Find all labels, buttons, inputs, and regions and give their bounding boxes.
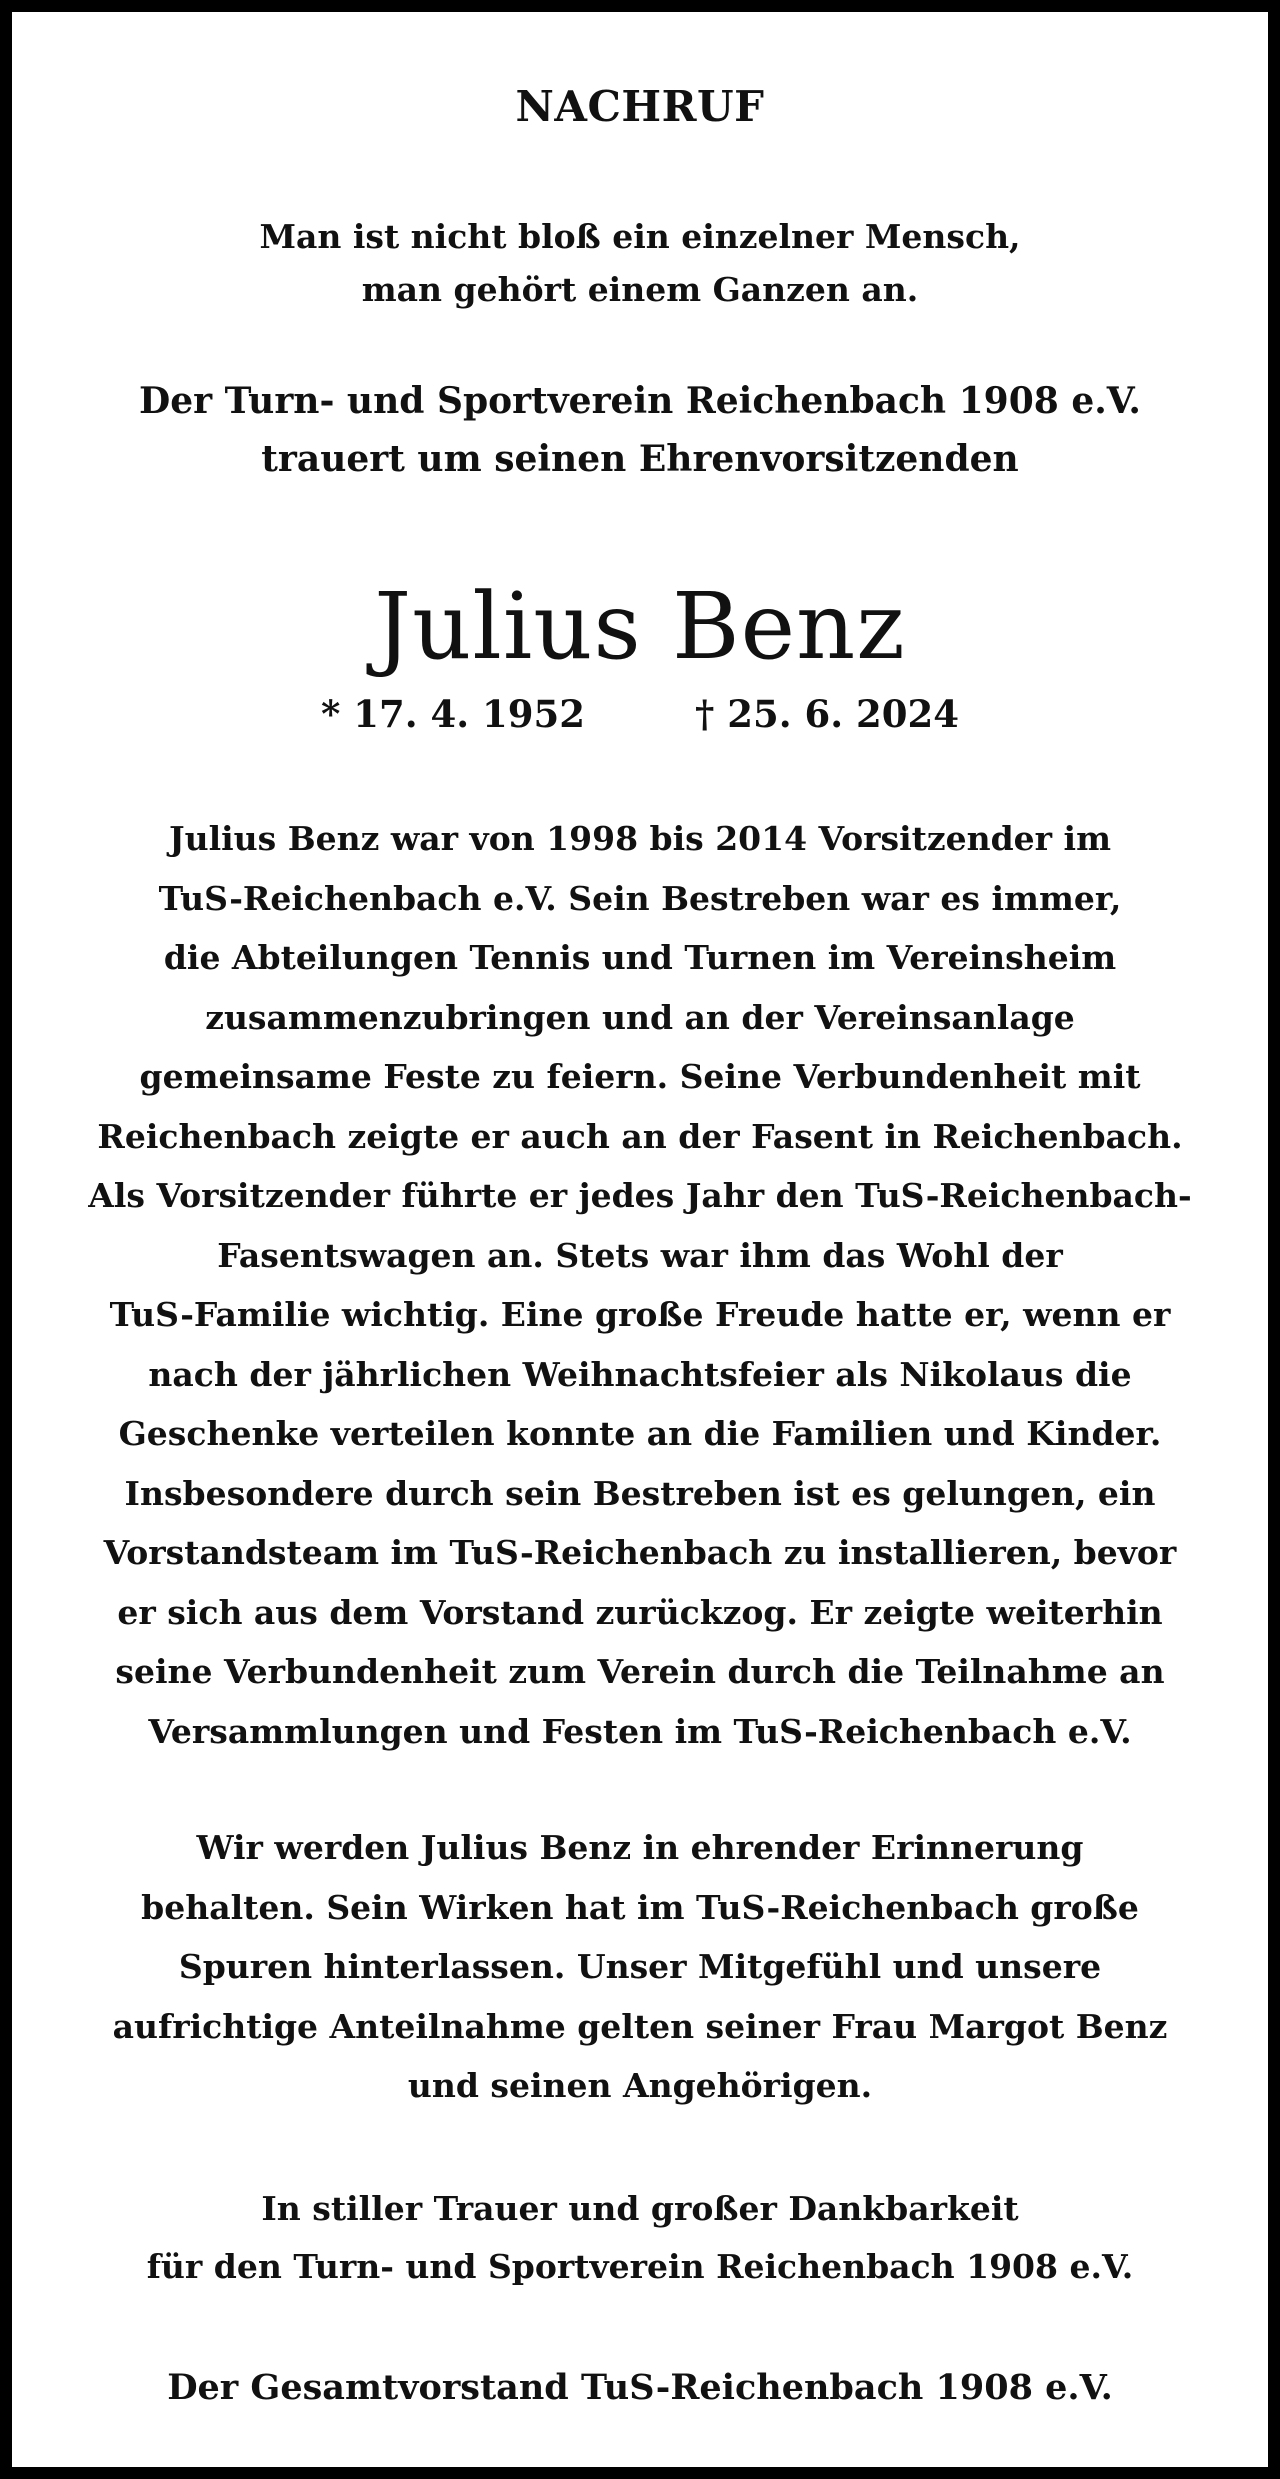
birth-date: * 17. 4. 1952 (321, 692, 585, 736)
paragraph-line: behalten. Sein Wirken hat im TuS-Reichenbach große (141, 1887, 1139, 1927)
paragraph-line: gemeinsame Feste zu feiern. Seine Verbundenheit mit (139, 1057, 1141, 1096)
closing-line: für den Turn- und Sportverein Reichenbach 1908 e.V. (146, 2247, 1134, 2286)
paragraph-line: und seinen Angehörigen. (407, 2066, 873, 2105)
life-dates (12, 688, 1268, 740)
tribute-paragraph-1 (52, 809, 1228, 1761)
motto-line: man gehört einem Ganzen an. (361, 270, 919, 309)
closing-line: In stiller Trauer und großer Dankbarkeit (261, 2189, 1019, 2228)
closing-text (52, 2180, 1228, 2296)
tribute-paragraph-2 (52, 1818, 1228, 2116)
paragraph-line: zusammenzubringen und an der Vereinsanlage (205, 997, 1075, 1037)
notice-heading: NACHRUF (515, 82, 765, 131)
intro-text (52, 372, 1228, 488)
paragraph-line: Wir werden Julius Benz in ehrender Erinnerung (196, 1828, 1084, 1867)
paragraph-line: nach der jährlichen Weihnachtsfeier als Nikolaus die (148, 1354, 1132, 1394)
paragraph-line: die Abteilungen Tennis und Turnen im Vereinsheim (163, 938, 1117, 977)
paragraph-line: Vorstandsteam im TuS-Reichenbach zu installieren, bevor (103, 1533, 1177, 1572)
paragraph-line: aufrichtige Anteilnahme gelten seiner Frau Margot Benz (112, 2006, 1168, 2046)
deceased-name: Julius Benz (374, 573, 906, 680)
death-date: † 25. 6. 2024 (695, 692, 959, 736)
paragraph-line: Reichenbach zeigte er auch an der Fasent in Reichenbach. (97, 1116, 1183, 1156)
motto-line: Man ist nicht bloß ein einzelner Mensch, (259, 217, 1021, 256)
intro-line: Der Turn- und Sportverein Reichenbach 1908 e.V. (139, 380, 1141, 422)
paragraph-line: er sich aus dem Vorstand zurückzog. Er zeigte weiterhin (117, 1592, 1163, 1632)
paragraph-line: seine Verbundenheit zum Verein durch die Teilnahme an (115, 1652, 1165, 1691)
paragraph-line: Versammlungen und Festen im TuS-Reichenbach e.V. (148, 1711, 1132, 1751)
paragraph-line: Spuren hinterlassen. Unser Mitgefühl und unsere (178, 1947, 1102, 1986)
paragraph-line: TuS-Reichenbach e.V. Sein Bestreben war es immer, (158, 878, 1122, 918)
paragraph-line: Geschenke verteilen konnte an die Familien und Kinder. (118, 1414, 1162, 1453)
paragraph-line: TuS-Familie wichtig. Eine große Freude hatte er, wenn er (109, 1295, 1171, 1334)
intro-line: trauert um seinen Ehrenvorsitzenden (261, 438, 1019, 480)
motto-quote (52, 210, 1228, 316)
paragraph-line: Als Vorsitzender führte er jedes Jahr den TuS-Reichenbach- (88, 1176, 1192, 1215)
paragraph-line: Fasentswagen an. Stets war ihm das Wohl der (217, 1235, 1063, 1275)
signature: Der Gesamtvorstand TuS-Reichenbach 1908 e.V. (167, 2367, 1113, 2408)
paragraph-line: Julius Benz war von 1998 bis 2014 Vorsitzender im (169, 819, 1111, 858)
paragraph-line: Insbesondere durch sein Bestreben ist es gelungen, ein (124, 1473, 1156, 1513)
